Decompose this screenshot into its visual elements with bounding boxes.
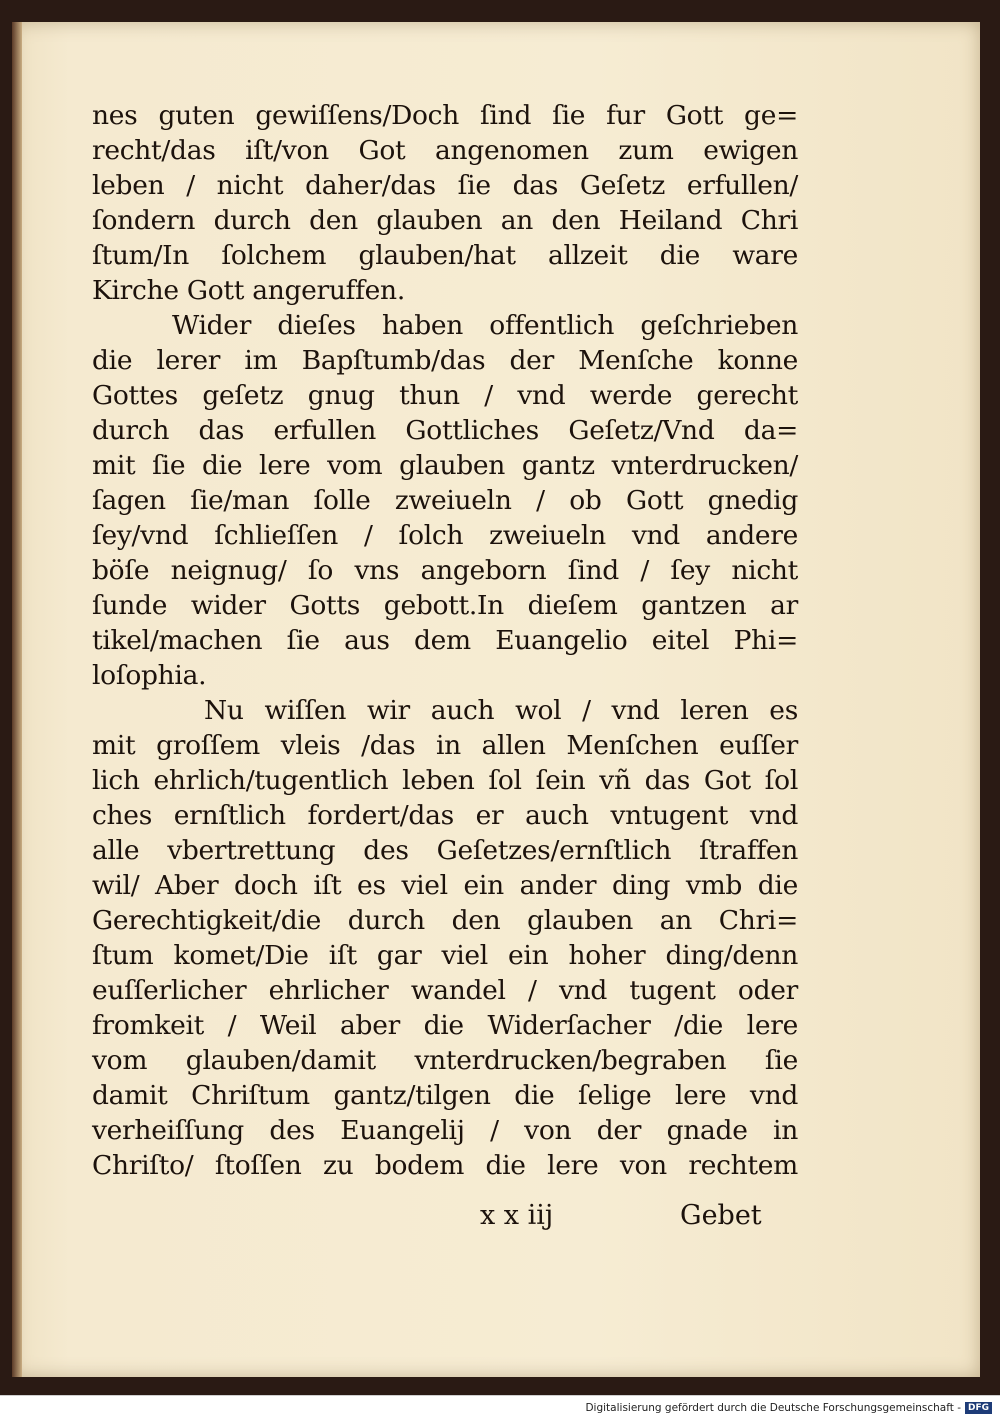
page-binding-edge <box>12 22 22 1377</box>
text-line: fromkeit / Weil aber die Widerſacher /die lere <box>92 1010 798 1041</box>
text-line: Kirche Gott angeruffen. <box>92 275 405 306</box>
dfg-logo: DFG <box>965 1402 992 1414</box>
text-line: böſe neignug/ ſo vns angeborn ſind / ſey nicht <box>92 555 798 586</box>
text-line: Nu wiſſen wir auch wol / vnd leren es <box>204 695 798 726</box>
text-line: Wider dieſes haben offentlich geſchrieben <box>172 310 798 341</box>
text-line: ſunde wider Gotts gebott.In dieſem gantzen ar <box>92 590 798 621</box>
text-line: Chriſto/ ſtoſſen zu bodem die lere von rechtem <box>92 1150 798 1181</box>
text-line: loſophia. <box>92 660 207 691</box>
text-line: mit ſie die lere vom glauben gantz vnterdrucken/ <box>92 450 798 481</box>
dfg-credit <box>585 1402 992 1414</box>
text-line: alle vbertrettung des Geſetzes/ernſtlich ſtraffen <box>92 835 798 866</box>
text-line: die lerer im Bapſtumb/das der Menſche konne <box>92 345 798 376</box>
catchword: Gebet <box>680 1200 762 1231</box>
credit-text: Digitalisierung gefördert durch die Deutsche Forschungsgemeinschaft - <box>585 1402 961 1414</box>
text-line: lich ehrlich/tugentlich leben ſol ſein vñ das Got ſol <box>92 765 798 796</box>
text-line: ſagen ſie/man ſolle zweiueln / ob Gott gnedig <box>92 485 798 516</box>
text-line: ſtum/In ſolchem glauben/hat allzeit die ware <box>92 240 798 271</box>
text-line: verheiſſung des Euangelij / von der gnade in <box>92 1115 798 1146</box>
text-line: damit Chriſtum gantz/tilgen die ſelige lere vnd <box>92 1080 798 1111</box>
text-line: ſey/vnd ſchlieſſen / ſolch zweiueln vnd andere <box>92 520 798 551</box>
text-line: leben / nicht daher/das ſie das Geſetz erfullen/ <box>92 170 798 201</box>
signature-mark: x x iij <box>480 1200 554 1231</box>
text-line: ches ernſtlich fordert/das er auch vntugent vnd <box>92 800 798 831</box>
text-line: Gottes geſetz gnug thun / vnd werde gerecht <box>92 380 798 411</box>
text-line: tikel/machen ſie aus dem Euangelio eitel Phi= <box>92 625 798 656</box>
text-line: euſſerlicher ehrlicher wandel / vnd tugent oder <box>92 975 798 1006</box>
text-line: vom glauben/damit vnterdrucken/begraben ſie <box>92 1045 798 1076</box>
page-text <box>92 98 798 1183</box>
text-line: recht/das iſt/von Got angenomen zum ewigen <box>92 135 798 166</box>
text-line: ſondern durch den glauben an den Heiland Chri <box>92 205 798 236</box>
text-line: durch das erfullen Gottliches Geſetz/Vnd da= <box>92 415 798 446</box>
text-line: ſtum komet/Die iſt gar viel ein hoher ding/denn <box>92 940 798 971</box>
text-line: mit groſſem vleis /das in allen Menſchen euſſer <box>92 730 798 761</box>
text-line: Gerechtigkeit/die durch den glauben an Chri= <box>92 905 798 936</box>
text-line: nes guten gewiſſens/Doch ſind ſie fur Gott ge= <box>92 100 798 131</box>
text-line: wil/ Aber doch iſt es viel ein ander ding vmb die <box>92 870 798 901</box>
